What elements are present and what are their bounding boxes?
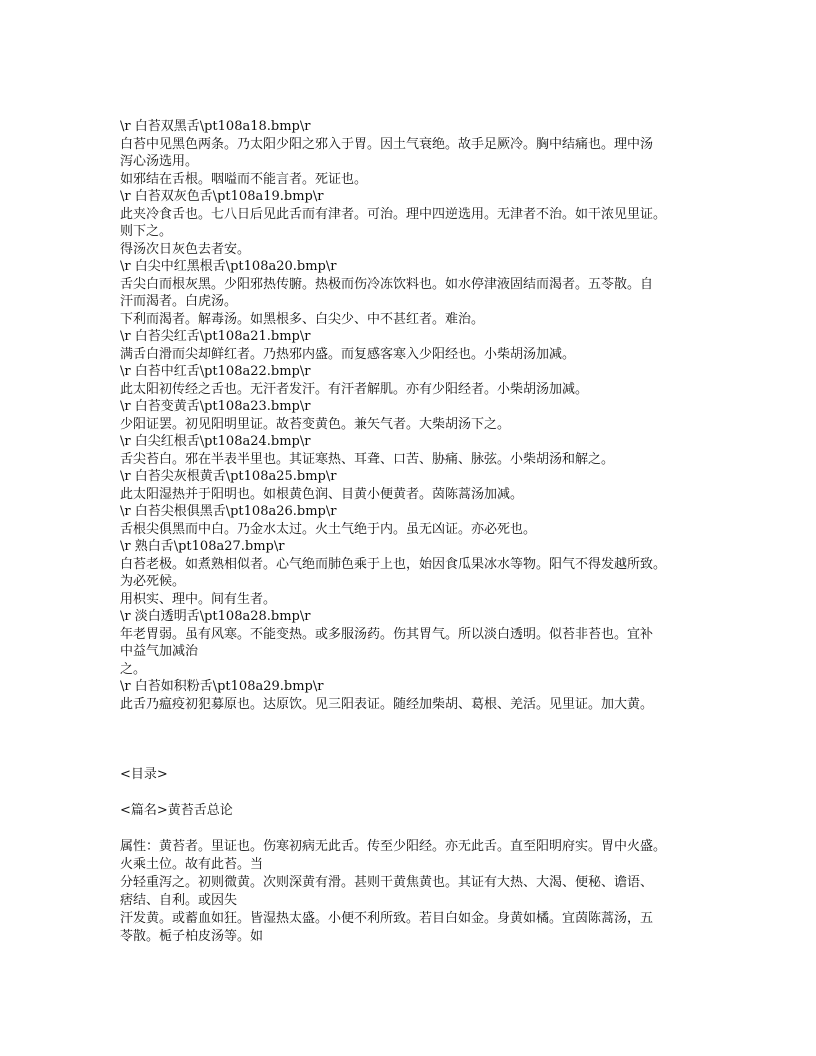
- text-line: 苓散。栀子柏皮汤等。如: [120, 929, 264, 944]
- image-reference-line: \r 熟白舌\pt108a27.bmp\r: [120, 539, 285, 554]
- image-reference-line: \r 白苔如积粉舌\pt108a29.bmp\r: [120, 679, 324, 694]
- blank-line: [120, 784, 720, 802]
- text-line: 属性：黄苔者。里证也。伤寒初病无此舌。传至少阳经。亦无此舌。直至阳明府实。胃中火盛。: [120, 839, 667, 854]
- text-line: 痞结、自利。或因失: [120, 893, 238, 908]
- image-reference-line: \r 淡白透明舌\pt108a28.bmp\r: [120, 609, 311, 624]
- image-reference-line: \r 白苔变黄舌\pt108a23.bmp\r: [120, 399, 311, 414]
- chapter-title: <篇名>黄苔舌总论: [120, 803, 233, 818]
- image-reference-line: \r 白苔尖灰根黄舌\pt108a25.bmp\r: [120, 469, 337, 484]
- text-line: 分轻重泻之。初则微黄。次则深黄有滑。甚则干黄焦黄也。其证有大热、大渴、便秘、谵语、: [120, 875, 654, 890]
- text-line: 火乘土位。故有此苔。当: [120, 857, 264, 872]
- text-line: 少阳证罢。初见阳明里证。故苔变黄色。兼矢气者。大柴胡汤下之。: [120, 416, 511, 432]
- text-line: 此夹冷食舌也。七八日后见此舌而有津者。可治。理中四逆选用。无津者不治。如干浓见里证。: [120, 206, 667, 222]
- text-line: 为必死候。: [120, 574, 186, 589]
- text-line: 如邪结在舌根。咽嗌而不能言者。死证也。: [120, 171, 368, 187]
- image-reference-line: \r 白苔尖红舌\pt108a21.bmp\r: [120, 329, 311, 344]
- text-line: 之。: [120, 661, 147, 677]
- blank-line: [120, 820, 720, 838]
- image-reference-line: \r 白尖红根舌\pt108a24.bmp\r: [120, 434, 311, 449]
- text-line: 满舌白滑而尖却鲜红者。乃热邪内盛。而复感客寒入少阳经也。小柴胡汤加减。: [120, 346, 576, 362]
- image-reference-line: \r 白苔尖根俱黑舌\pt108a26.bmp\r: [120, 504, 337, 519]
- text-line: 此太阳湿热并于阳明也。如根黄色润、目黄小便黄者。茵陈蒿汤加减。: [120, 486, 524, 502]
- text-line: 中益气加减治: [120, 644, 199, 659]
- image-reference-line: \r 白尖中红黑根舌\pt108a20.bmp\r: [120, 259, 337, 274]
- text-line: 舌尖苔白。邪在半表半里也。其证寒热、耳聋、口苦、胁痛、脉弦。小柴胡汤和解之。: [120, 451, 615, 467]
- text-line: 此舌乃瘟疫初犯募原也。达原饮。见三阳表证。随经加柴胡、葛根、羌活。见里证。加大黄。: [120, 696, 654, 712]
- chapter-body: [120, 838, 720, 946]
- text-line: 下利而渴者。解毒汤。如黑根多、白尖少、中不甚红者。难治。: [120, 311, 485, 327]
- document-section-white-coated-tongues: [120, 118, 720, 713]
- text-line: 舌根尖俱黑而中白。乃金水太过。火土气绝于内。虽无凶证。亦必死也。: [120, 521, 537, 537]
- text-line: 则下之。: [120, 224, 173, 239]
- text-line: 此太阳初传经之舌也。无汗者发汗。有汗者解肌。亦有少阳经者。小柴胡汤加减。: [120, 381, 589, 397]
- image-reference-line: \r 白苔双黑舌\pt108a18.bmp\r: [120, 119, 311, 134]
- text-line: 泻心汤选用。: [120, 154, 199, 169]
- text-line: 汗而渴者。白虎汤。: [120, 294, 238, 309]
- image-reference-line: \r 白苔中红舌\pt108a22.bmp\r: [120, 364, 311, 379]
- image-reference-line: \r 白苔双灰色舌\pt108a19.bmp\r: [120, 189, 324, 204]
- text-line: 汗发黄。或蓄血如狂。皆湿热太盛。小便不利所致。若目白如金。身黄如橘。宜茵陈蒿汤，五: [120, 911, 654, 926]
- document-section-yellow-coated-tongues: [120, 766, 720, 946]
- text-line: 白苔老极。如煮熟相似者。心气绝而肺色乘于上也，始因食瓜果冰水等物。阳气不得发越所致。: [120, 556, 667, 572]
- text-line: 舌尖白而根灰黑。少阳邪热传腑。热极而伤冷冻饮料也。如水停津液固结而渴者。五苓散。自: [120, 276, 654, 292]
- toc-marker: <目录>: [120, 767, 168, 782]
- text-line: 白苔中见黑色两条。乃太阳少阳之邪入于胃。因土气衰绝。故手足厥冷。胸中结痛也。理中汤: [120, 136, 654, 152]
- text-line: 得汤次日灰色去者安。: [120, 241, 251, 257]
- text-line: 年老胃弱。虽有风寒。不能变热。或多服汤药。伤其胃气。所以淡白透明。似苔非苔也。宜补: [120, 626, 654, 642]
- text-line: 用枳实、理中。间有生者。: [120, 591, 277, 607]
